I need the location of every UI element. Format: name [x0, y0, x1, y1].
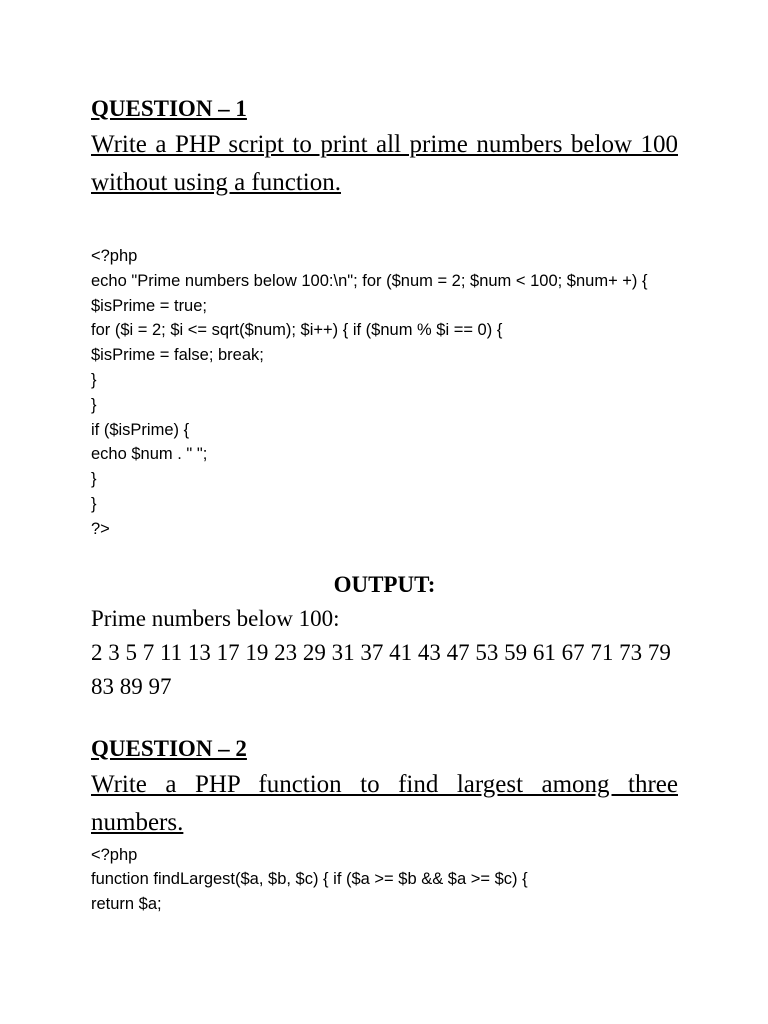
output-line-2: 2 3 5 7 11 13 17 19 23 29 31 37 41 43 47 53 59 61 67 71 73 79 83 89 97 — [91, 639, 671, 699]
question-2-heading: QUESTION – 2 — [91, 735, 247, 761]
code-line: for ($i = 2; $i <= sqrt($num); $i++) { if ($num % $i == 0) { — [91, 321, 503, 340]
question-2-code — [91, 843, 678, 917]
document-page — [91, 92, 678, 917]
code-line: <?php — [91, 247, 138, 265]
question-1-text: Write a PHP script to print all prime numbers below 100 without using a function. — [91, 131, 678, 196]
code-line: if ($isPrime) { — [91, 420, 190, 439]
code-line: } — [91, 370, 97, 389]
output-heading: OUTPUT: — [333, 571, 436, 597]
question-1-code — [91, 244, 678, 542]
output-line-1: Prime numbers below 100: — [91, 605, 340, 631]
code-line: } — [91, 395, 97, 414]
question-2-text: Write a PHP function to find largest among three numbers. — [91, 770, 678, 836]
code-line: $isPrime = false; break; — [91, 346, 264, 365]
code-line: } — [91, 470, 97, 489]
question-1-heading: QUESTION – 1 — [91, 96, 247, 121]
code-line: ?> — [91, 519, 110, 538]
code-line: echo $num . " "; — [91, 445, 208, 464]
code-line: echo "Prime numbers below 100:\n"; for ($num = 2; $num < 100; $num+ +) { — [91, 271, 648, 290]
code-line: function findLargest($a, $b, $c) { if ($a >= $b && $a >= $c) { — [91, 870, 528, 889]
code-line: $isPrime = true; — [91, 296, 207, 315]
code-line: <?php — [91, 845, 138, 864]
code-line: } — [91, 494, 97, 513]
code-line: return $a; — [91, 895, 162, 914]
